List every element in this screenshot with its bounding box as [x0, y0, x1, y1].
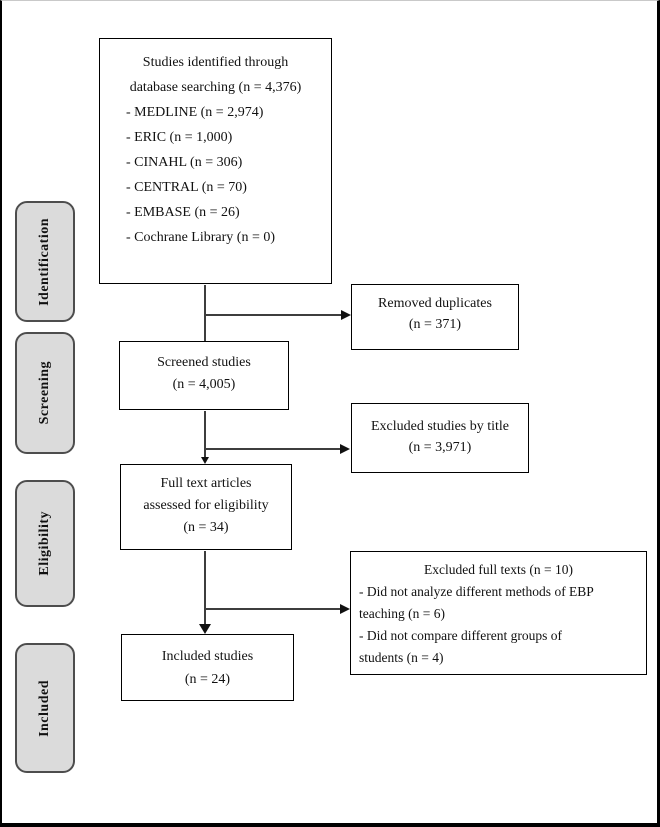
connector-identified-to-screened — [204, 285, 206, 341]
stage-label-included-text: Included — [37, 679, 52, 737]
excluded-full-texts-title: Excluded full texts (n = 10) — [424, 562, 573, 577]
arrowhead-excluded-full-texts — [340, 604, 350, 614]
stage-label-eligibility — [15, 480, 75, 607]
box-excluded-full-texts — [350, 551, 647, 675]
fulltext-line: Full text articles — [160, 476, 252, 491]
included-line: Included studies — [161, 649, 254, 664]
stage-label-screening-text: Screening — [37, 361, 52, 425]
fulltext-count: (n = 34) — [183, 520, 229, 535]
database-item-central: - CENTRAL (n = 70) — [126, 180, 247, 195]
removed-duplicates-count: (n = 371) — [408, 317, 462, 332]
database-item-cochrane: - Cochrane Library (n = 0) — [126, 230, 276, 245]
excluded-reason-line: students (n = 4) — [359, 650, 444, 665]
stage-label-eligibility-text: Eligibility — [37, 511, 52, 576]
screened-line: Screened studies — [157, 355, 251, 370]
fulltext-line: assessed for eligibility — [143, 498, 269, 513]
identified-heading-line: Studies identified through — [142, 55, 289, 70]
box-studies-identified — [99, 38, 332, 284]
box-included-studies — [121, 634, 294, 701]
excluded-reason-line: teaching (n = 6) — [359, 606, 445, 621]
database-item-cinahl: - CINAHL (n = 306) — [126, 155, 243, 170]
arrowhead-fulltext — [201, 457, 209, 464]
included-count: (n = 24) — [184, 672, 231, 687]
stage-label-included — [15, 643, 75, 773]
connector-to-excluded-full-texts — [205, 608, 340, 610]
excluded-reason-line: - Did not compare different groups of — [359, 628, 562, 643]
connector-screened-to-fulltext — [204, 411, 206, 458]
database-item-embase: - EMBASE (n = 26) — [126, 205, 240, 220]
box-screened-studies — [119, 341, 289, 410]
excluded-by-title-line: Excluded studies by title — [370, 419, 510, 434]
connector-fulltext-to-included — [204, 551, 206, 625]
excluded-by-title-count: (n = 3,971) — [408, 440, 472, 455]
stage-label-identification-text: Identification — [37, 217, 52, 306]
arrowhead-removed-duplicates — [341, 310, 351, 320]
identified-heading-line: database searching (n = 4,376) — [129, 80, 302, 95]
arrowhead-excluded-by-title — [340, 444, 350, 454]
box-fulltext-assessed — [120, 464, 292, 550]
database-item-medline: - MEDLINE (n = 2,974) — [126, 105, 264, 120]
stage-label-screening — [15, 332, 75, 454]
identified-database-list — [100, 100, 331, 250]
arrowhead-included — [199, 624, 211, 634]
screened-count: (n = 4,005) — [172, 377, 236, 392]
box-removed-duplicates — [351, 284, 519, 350]
stage-label-identification — [15, 201, 75, 322]
removed-duplicates-line: Removed duplicates — [378, 296, 492, 311]
connector-to-removed-duplicates — [205, 314, 341, 316]
connector-to-excluded-by-title — [205, 448, 340, 450]
database-item-eric: - ERIC (n = 1,000) — [126, 130, 233, 145]
excluded-reason-line: - Did not analyze different methods of EBP — [359, 584, 594, 599]
box-excluded-by-title — [351, 403, 529, 473]
